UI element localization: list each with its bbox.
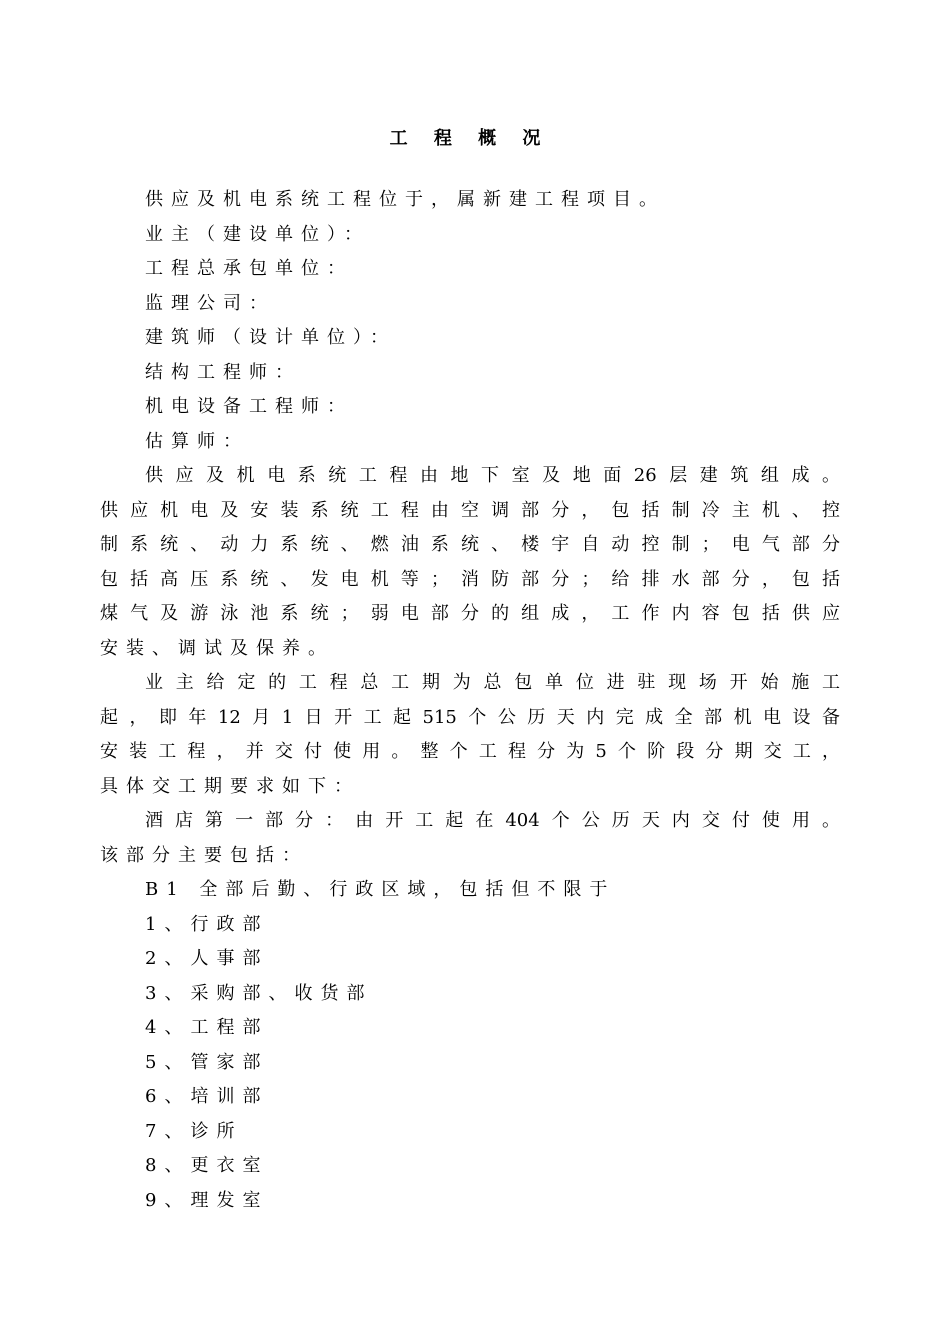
body-line: B1 全部后勤、行政区域，包括但不限于 bbox=[145, 879, 616, 900]
body-line: 供应及机电系统工程位于，属新建工程项目。 bbox=[145, 189, 665, 210]
body-line: 1、行政部 bbox=[145, 914, 269, 935]
body-line: 7、诊所 bbox=[145, 1121, 243, 1142]
body-line: 业主给定的工程总工期为总包单位进驻现场开始施工 bbox=[145, 672, 840, 693]
body-line: 安装、调试及保养。 bbox=[100, 638, 334, 659]
body-line: 结构工程师： bbox=[145, 362, 301, 383]
body-line: 3、采购部、收货部 bbox=[145, 983, 373, 1004]
body-line: 供应及机电系统工程由地下室及地面26层建筑组成。 bbox=[145, 465, 840, 486]
body-line: 业主（建设单位）： bbox=[145, 224, 370, 245]
body-line: 估算师： bbox=[145, 431, 249, 452]
body-line: 制系统、动力系统、燃油系统、楼宇自动控制；电气部分 bbox=[100, 534, 840, 555]
body-line: 8、更衣室 bbox=[145, 1155, 269, 1176]
body-line: 煤气及游泳池系统；弱电部分的组成，工作内容包括供应 bbox=[100, 603, 840, 624]
body-line: 具体交工期要求如下： bbox=[100, 776, 360, 797]
body-line: 2、人事部 bbox=[145, 948, 269, 969]
body-line: 工程总承包单位： bbox=[145, 258, 353, 279]
body-line: 包括高压系统、发电机等；消防部分；给排水部分，包括 bbox=[100, 569, 840, 590]
body-line: 安装工程，并交付使用。整个工程分为5个阶段分期交工， bbox=[100, 741, 840, 762]
body-line: 起，即年12月1日开工起515个公历天内完成全部机电设备 bbox=[100, 707, 840, 728]
document-title: 工 程 概 况 bbox=[389, 128, 551, 149]
body-line: 监理公司： bbox=[145, 293, 275, 314]
body-line: 9、理发室 bbox=[145, 1190, 269, 1211]
body-line: 5、管家部 bbox=[145, 1052, 269, 1073]
body-line: 4、工程部 bbox=[145, 1017, 269, 1038]
body-line: 该部分主要包括： bbox=[100, 845, 308, 866]
body-line: 建筑师（设计单位）： bbox=[145, 327, 396, 348]
body-line: 酒店第一部分：由开工起在404个公历天内交付使用。 bbox=[145, 810, 840, 831]
body-line: 6、培训部 bbox=[145, 1086, 269, 1107]
body-line: 供应机电及安装系统工程由空调部分，包括制冷主机、控 bbox=[100, 500, 840, 521]
body-line: 机电设备工程师： bbox=[145, 396, 353, 417]
